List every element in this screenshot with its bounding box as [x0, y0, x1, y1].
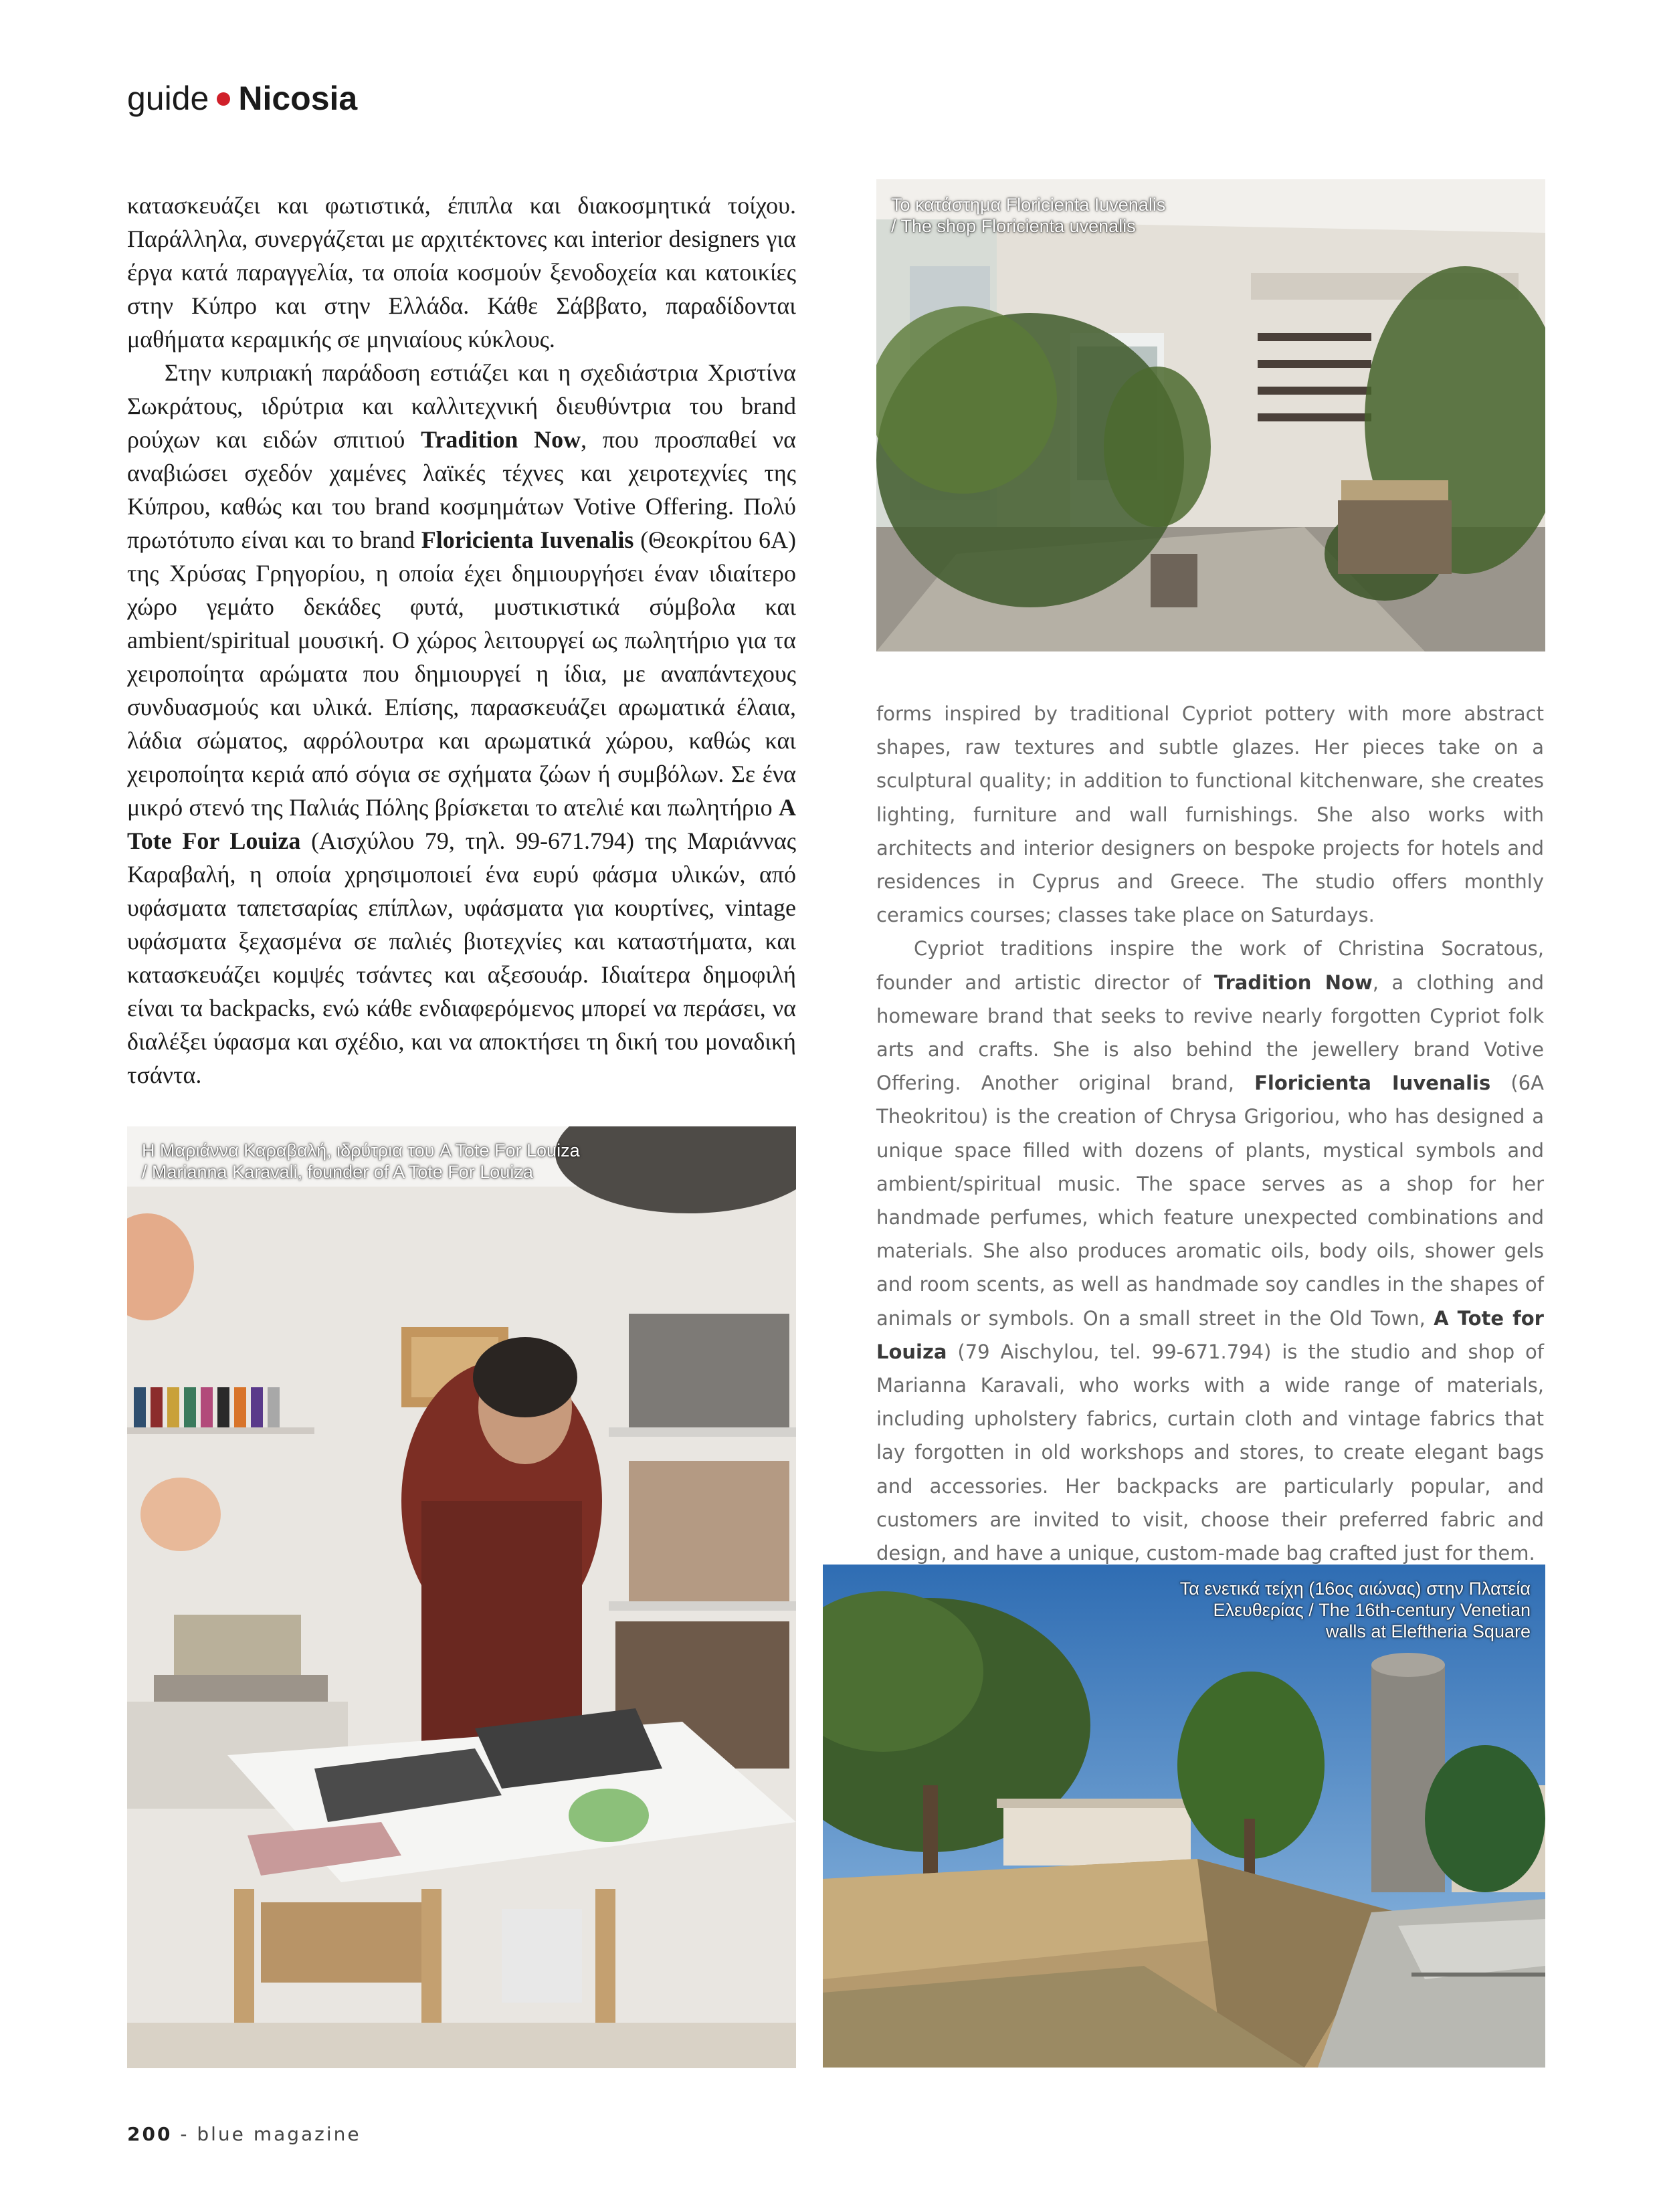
- greek-text: , που προσπαθεί να αναβιώσει σχεδόν χαμένες λαϊκές τέχνες και χειροτεχνίες της Κύπρου, καθώς και του brand κοσμημάτων Votive Offering. Πολύ πρωτότυπο είναι και το brand: [127, 426, 796, 553]
- english-text: , a clothing and homeware brand that seeks to revive nearly forgotten Cypriot folk arts and crafts. She is also behind the jewellery brand Votive Offering. Another original brand,: [876, 971, 1544, 1095]
- venetian-walls-photo: [823, 1565, 1545, 2068]
- caption-english: / Marianna Karavali, founder of A Tote For Louiza: [142, 1162, 533, 1182]
- english-text: (6A Theokritou) is the creation of Chrysa Grigoriou, who has designed a unique space filled with dozens of plants, mystical symbols and ambient/spiritual music. The space serves as a shop for her handmade perfumes, which feature unexpected combinations and materials. She also produces aromatic oils, body oils, shower gels and room scents, as well as handmade soy candles in the shapes of animals or symbols. On a small street in the Old Town,: [876, 1072, 1544, 1330]
- section-header: [127, 79, 357, 118]
- english-text: (79 Aischylou, tel. 99-671.794) is the studio and shop of Marianna Karavali, who works with a wide range of materials, including upholstery fabrics, curtain cloth and vintage fabrics that lay forgotten in old workshops and stores, to create elegant bags and accessories. Her backpacks are particularly popular, and customers are invited to visit, choose their preferred fabric and design, and have a unique, custom-made bag crafted just for them.: [876, 1340, 1544, 1565]
- shop-interior-image: [876, 179, 1545, 651]
- brand-name: A Tote for Louiza: [876, 1306, 1544, 1363]
- english-paragraph: [876, 697, 1544, 932]
- shop-photo-caption: [891, 194, 1165, 237]
- brand-name: Tradition Now: [1213, 971, 1373, 994]
- walls-photo-caption: [1180, 1578, 1531, 1642]
- footer-separator: -: [180, 2123, 189, 2145]
- section-label: guide: [127, 80, 209, 117]
- greek-text-column: [127, 189, 796, 1092]
- workshop-image: [127, 1126, 796, 2068]
- page-footer: [127, 2123, 361, 2145]
- greek-text: Στην κυπριακή παράδοση εστιάζει και η σχεδιάστρια Χριστίνα Σωκράτους, ιδρύτρια και καλλιτεχνική διευθύντρια του brand ρούχων και ειδών σπιτιού: [127, 359, 796, 453]
- caption-greek: Η Μαριάννα Καραβαλή, ιδρύτρια του A Tote For Louiza: [142, 1140, 580, 1161]
- shop-interior-photo: [876, 179, 1545, 651]
- english-text: forms inspired by traditional Cypriot pottery with more abstract shapes, raw textures and subtle glazes. Her pieces take on a sculptural quality; in addition to functional kitchenware, she creates lighting, furniture and wall furnishings. She also works with architects and interior designers on bespoke projects for hotels and residences in Cyprus and Greece. The studio offers monthly ceramics courses; classes take place on Saturdays.: [876, 702, 1544, 927]
- workshop-photo: [127, 1126, 796, 2068]
- page-number: 200: [127, 2123, 173, 2145]
- caption-greek: Το κατάστημα Floricienta Iuvenalis: [891, 195, 1166, 215]
- caption-line: walls at Eleftheria Square: [1325, 1621, 1531, 1641]
- greek-paragraph: [127, 356, 796, 1092]
- caption-line: Ελευθερίας / The 16th-century Venetian: [1213, 1600, 1531, 1620]
- english-text: Cypriot traditions inspire the work of Christina Socratous, founder and artistic director of: [876, 937, 1544, 994]
- brand-name: Floricienta Iuvenalis: [1254, 1072, 1491, 1095]
- english-paragraph: [876, 932, 1544, 1570]
- brand-name: Tradition Now: [421, 426, 581, 453]
- magazine-name: blue: [197, 2123, 246, 2145]
- brand-name: A Tote For Louiza: [127, 794, 796, 854]
- caption-english: / The shop Floricienta uvenalis: [891, 216, 1136, 236]
- bullet-dot-icon: [217, 92, 230, 106]
- caption-line: Τα ενετικά τείχη (16ος αιώνας) στην Πλατεία: [1179, 1579, 1531, 1599]
- workshop-photo-caption: [142, 1140, 580, 1183]
- english-text-column: [876, 697, 1544, 1570]
- greek-text: (Αισχύλου 79, τηλ. 99-671.794) της Μαριάννας Καραβαλή, η οποία χρησιμοποιεί ένα ευρύ φάσμα υλικών, από υφάσματα ταπετσαρίας επίπλων, υφάσματα για κουρτίνες, vintage υφάσματα ξεχασμένα σε παλιές βιοτεχνίες και καταστήματα, και κατασκευάζει κομψές τσάντες και αξεσουάρ. Ιδιαίτερα δημοφιλή είναι τα backpacks, ενώ κάθε ενδιαφερόμενος μπορεί να περάσει, να διαλέξει ύφασμα και σχέδιο, και να αποκτήσει τη δική του μοναδική τσάντα.: [127, 827, 796, 1088]
- city-title: Nicosia: [238, 80, 358, 117]
- greek-paragraph: [127, 189, 796, 356]
- brand-name: Floricienta Iuvenalis: [421, 526, 634, 553]
- magazine-suffix: magazine: [253, 2123, 361, 2145]
- greek-text: (Θεοκρίτου 6Α) της Χρύσας Γρηγορίου, η οποία έχει δημιουργήσει έναν ιδιαίτερο χώρο γεμάτο δεκάδες φυτά, μυστικιστικά σύμβολα και ambient/spiritual μουσική. Ο χώρος λειτουργεί ως πωλητήριο για τα χειροποίητα αρώματα που δημιουργεί η ίδια, με αναπάντεχους συνδυασμούς και υλικά. Επίσης, παρασκευάζει αρωματικά έλαια, λάδια σώματος, αφρόλουτρα και αρωματικά χώρου, καθώς και χειροποίητα κεριά από σόγια σε σχήματα ζώων ή συμβόλων. Σε ένα μικρό στενό της Παλιάς Πόλης βρίσκεται το ατελιέ και πωλητήριο: [127, 526, 796, 821]
- greek-text: κατασκευάζει και φωτιστικά, έπιπλα και διακοσμητικά τοίχου. Παράλληλα, συνεργάζεται με αρχιτέκτονες και interior designers για έργα κατά παραγγελία, τα οποία κοσμούν ξενοδοχεία και κατοικίες στην Κύπρο και στην Ελλάδα. Κάθε Σάββατο, παραδίδονται μαθήματα κεραμικής σε μηνιαίους κύκλους.: [127, 192, 796, 353]
